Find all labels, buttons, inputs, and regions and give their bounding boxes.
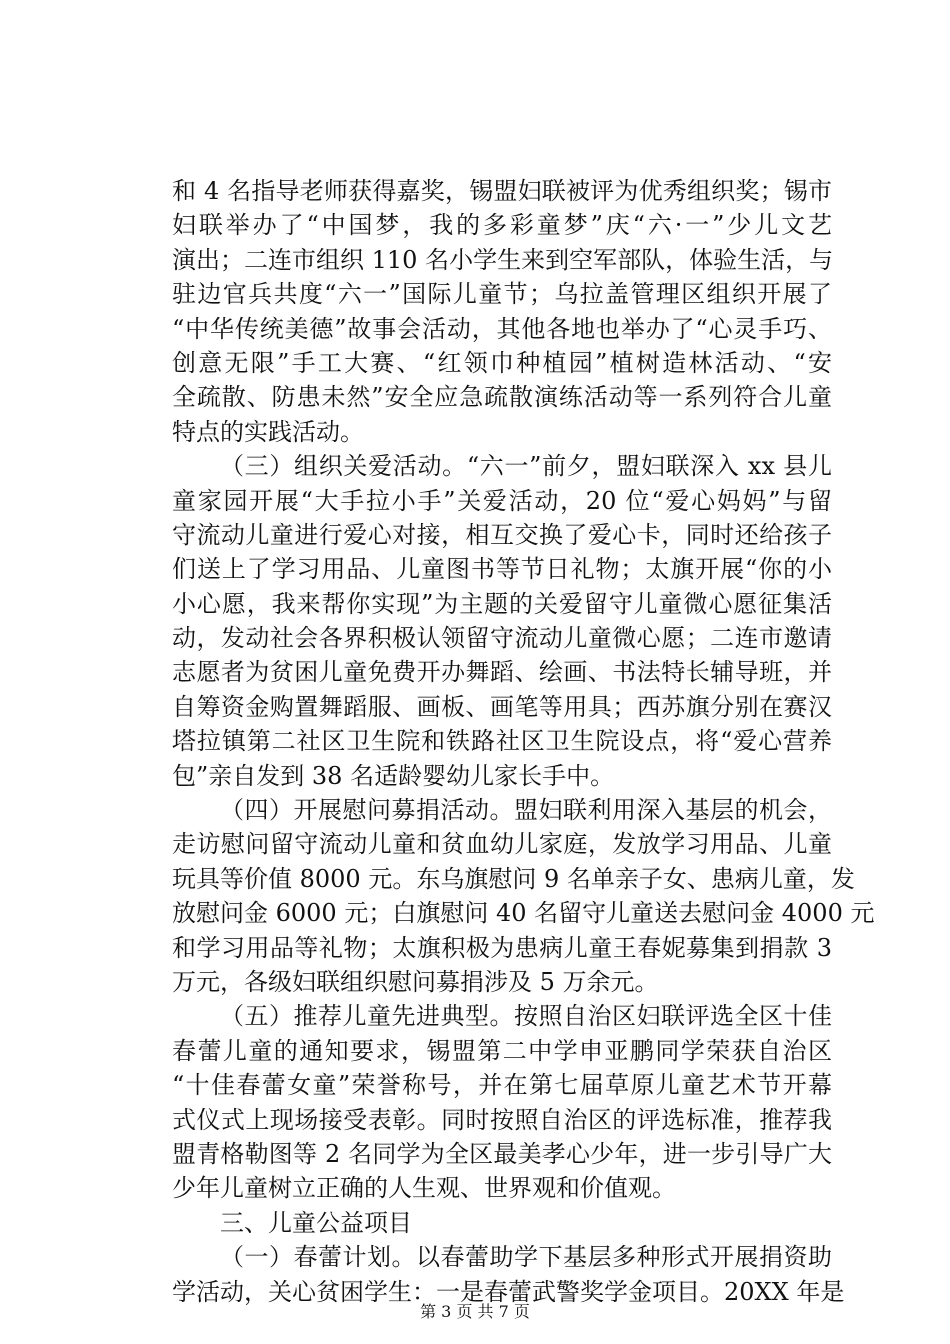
text-line: 妇联举办了“中国梦，我的多彩童梦”庆“六·一”少儿文艺 bbox=[172, 211, 832, 240]
text-line: 特点的实践活动。 bbox=[172, 417, 364, 446]
text-line: 动，发动社会各界积极认领留守流动儿童微心愿；二连市邀请 bbox=[172, 624, 832, 653]
text-line: 塔拉镇第二社区卫生院和铁路社区卫生院设点，将“爱心营养 bbox=[172, 727, 832, 756]
text-line: 少年儿童树立正确的人生观、世界观和价值观。 bbox=[172, 1174, 676, 1203]
text-line: （四）开展慰问募捐活动。盟妇联利用深入基层的机会， bbox=[220, 796, 832, 825]
text-line: 们送上了学习用品、儿童图书等节日礼物；太旗开展“你的小 bbox=[172, 555, 832, 584]
text-line: （三）组织关爱活动。“六一”前夕，盟妇联深入 xx 县儿 bbox=[220, 452, 832, 481]
text-line: 三、儿童公益项目 bbox=[220, 1208, 412, 1237]
text-line: 和 4 名指导老师获得嘉奖，锡盟妇联被评为优秀组织奖；锡市 bbox=[172, 177, 832, 205]
text-line: 全疏散、防患未然”安全应急疏散演练活动等一系列符合儿童 bbox=[172, 383, 832, 412]
text-line: 盟青格勒图等 2 名同学为全区最美孝心少年，进一步引导广大 bbox=[172, 1139, 832, 1168]
text-line: 春蕾儿童的通知要求，锡盟第二中学申亚鹏同学荣获自治区 bbox=[172, 1036, 832, 1065]
text-line: 玩具等价值 8000 元。东乌旗慰问 9 名单亲子女、患病儿童，发 bbox=[172, 864, 855, 893]
text-line: （一）春蕾计划。以春蕾助学下基层多种形式开展捐资助 bbox=[220, 1243, 832, 1272]
text-line: 万元，各级妇联组织慰问募捐涉及 5 万余元。 bbox=[172, 967, 659, 996]
text-line: 守流动儿童进行爱心对接，相互交换了爱心卡，同时还给孩子 bbox=[172, 520, 832, 549]
text-line: 小心愿，我来帮你实现”为主题的关爱留守儿童微心愿征集活 bbox=[172, 589, 832, 618]
text-line: （五）推荐儿童先进典型。按照自治区妇联评选全区十佳 bbox=[220, 1002, 832, 1031]
text-line: 式仪式上现场接受表彰。同时按照自治区的评选标准，推荐我 bbox=[172, 1105, 832, 1134]
text-line: 驻边官兵共度“六一”国际儿童节；乌拉盖管理区组织开展了 bbox=[172, 280, 832, 309]
text-line: “中华传统美德”故事会活动，其他各地也举办了“心灵手巧、 bbox=[172, 314, 832, 343]
text-line: 创意无限”手工大赛、“红领巾种植园”植树造林活动、“安 bbox=[172, 348, 832, 377]
text-line: 包”亲自发到 38 名适龄婴幼儿家长手中。 bbox=[172, 761, 615, 790]
text-line: 童家园开展“大手拉小手”关爱活动，20 位“爱心妈妈”与留 bbox=[172, 486, 832, 515]
text-line: 走访慰问留守流动儿童和贫血幼儿家庭，发放学习用品、儿童 bbox=[172, 830, 832, 859]
text-line: “十佳春蕾女童”荣誉称号，并在第七届草原儿童艺术节开幕 bbox=[172, 1071, 832, 1100]
text-line: 学活动，关心贫困学生：一是春蕾武警奖学金项目。20XX 年是 bbox=[172, 1277, 845, 1306]
text-line: 演出；二连市组织 110 名小学生来到空军部队，体验生活，与 bbox=[172, 245, 834, 274]
page-footer: 第 3 页 共 7 页 bbox=[420, 1302, 530, 1321]
text-line: 放慰问金 6000 元；白旗慰问 40 名留守儿童送去慰问金 4000 元 bbox=[172, 899, 875, 928]
document-body bbox=[172, 174, 875, 1309]
text-line: 自筹资金购置舞蹈服、画板、画笔等用具；西苏旗分别在赛汉 bbox=[172, 692, 832, 721]
text-line: 志愿者为贫困儿童免费开办舞蹈、绘画、书法特长辅导班，并 bbox=[172, 658, 832, 687]
text-line: 和学习用品等礼物；太旗积极为患病儿童王春妮募集到捐款 3 bbox=[172, 933, 832, 962]
